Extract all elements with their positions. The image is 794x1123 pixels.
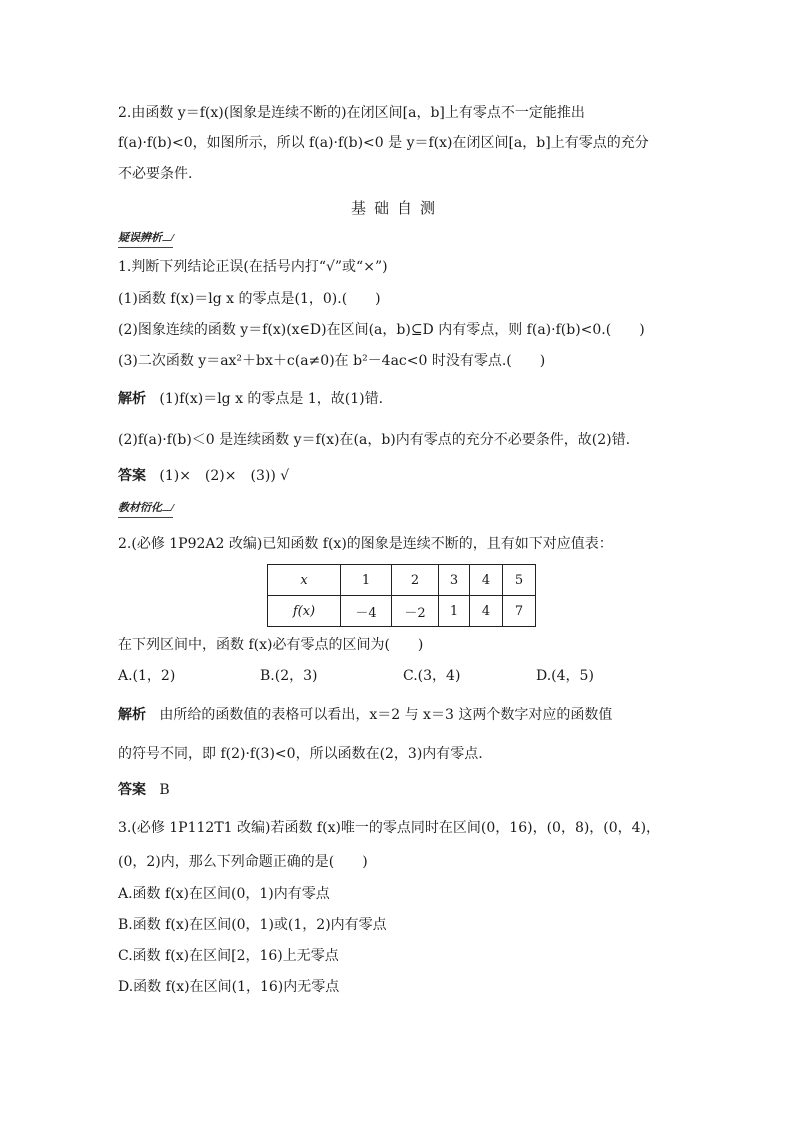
- section-tag-textbook: 教材衍化: [118, 499, 173, 518]
- table-cell: －2: [392, 596, 439, 627]
- table-cell: 4: [470, 596, 503, 627]
- analysis-text: 由所给的函数值的表格可以看出，x＝2 与 x＝3 这两个数字对应的函数值: [159, 707, 613, 723]
- intro-line-1: 2.由函数 y＝f(x)(图象是连续不断的)在闭区间[a，b]上有零点不一定能推出: [118, 105, 585, 121]
- question-1-item-1: (1)函数 f(x)＝lg x 的零点是(1，0).( ): [118, 291, 381, 307]
- question-3-option-b: B.函数 f(x)在区间(0，1)或(1，2)内有零点: [118, 917, 387, 933]
- question-2-option-b: B.(2，3): [260, 668, 318, 684]
- question-2-answer: [118, 780, 678, 800]
- question-2-prompt: 在下列区间中，函数 f(x)必有零点的区间为( ): [118, 637, 424, 653]
- question-1-analysis-line-2: (2)f(a)·f(b)＜0 是连续函数 y＝f(x)在(a，b)内有零点的充分不必要条件，故(2)错.: [118, 432, 631, 448]
- question-3-option-d: D.函数 f(x)在区间(1，16)内无零点: [118, 979, 340, 995]
- table-cell: 4: [470, 565, 503, 596]
- analysis-label: 解析: [118, 707, 146, 723]
- value-table: [267, 564, 536, 627]
- question-1-item-3: (3)二次函数 y＝ax²＋bx＋c(a≠0)在 b²－4ac<0 时没有零点.( ): [118, 353, 546, 369]
- question-2-analysis-line-1: [118, 705, 678, 725]
- answer-text: B: [159, 782, 170, 798]
- answer-label: 答案: [118, 782, 146, 798]
- table-row: [268, 596, 536, 627]
- question-2-analysis-line-2: 的符号不同，即 f(2)·f(3)<0，所以函数在(2，3)内有零点.: [118, 746, 483, 762]
- table-cell: 2: [392, 565, 439, 596]
- question-3-option-c: C.函数 f(x)在区间[2，16)上无零点: [118, 948, 339, 964]
- question-1-item-2: (2)图象连续的函数 y＝f(x)(x∈D)在区间(a，b)⊆D 内有零点，则 f(a)·f(b)<0.( ): [118, 322, 645, 338]
- table-cell: 1: [341, 565, 392, 596]
- question-2-option-a: A.(1，2): [118, 668, 176, 684]
- answer-label: 答案: [118, 468, 146, 484]
- intro-line-2: f(a)·f(b)<0，如图所示，所以 f(a)·f(b)<0 是 y＝f(x)在闭区间[a，b]上有零点的充分: [118, 135, 649, 151]
- table-cell: 3: [439, 565, 470, 596]
- analysis-text: (1)f(x)＝lg x 的零点是 1，故(1)错.: [159, 391, 384, 407]
- question-3-option-a: A.函数 f(x)在区间(0，1)内有零点: [118, 886, 330, 902]
- table-cell: 7: [503, 596, 536, 627]
- table-cell: x: [268, 565, 341, 596]
- table-cell: －4: [341, 596, 392, 627]
- answer-text: (1)× (2)× (3)) √: [159, 468, 290, 484]
- table-cell: 5: [503, 565, 536, 596]
- question-1-stem: 1.判断下列结论正误(在括号内打“√”或“×”): [118, 259, 388, 275]
- question-2-stem: 2.(必修 1P92A2 改编)已知函数 f(x)的图象是连续不断的，且有如下对应值表：: [118, 536, 613, 552]
- question-3-stem-line-1: 3.(必修 1P112T1 改编)若函数 f(x)唯一的零点同时在区间(0，16)，(0，8)，(0，4)，: [118, 820, 661, 836]
- section-tag-misconceptions: 疑误辨析: [118, 229, 173, 248]
- table-row: [268, 565, 536, 596]
- section-title: 基础自测: [350, 199, 443, 217]
- question-2-option-d: D.(4，5): [536, 668, 594, 684]
- table-cell: f(x): [268, 596, 341, 627]
- table-cell: 1: [439, 596, 470, 627]
- analysis-label: 解析: [118, 391, 146, 407]
- question-1-answer: [118, 466, 678, 486]
- question-3-stem-line-2: (0，2)内，那么下列命题正确的是( ): [118, 854, 368, 870]
- intro-line-3: 不必要条件.: [118, 166, 193, 182]
- question-1-analysis-line-1: [118, 389, 678, 409]
- question-2-option-c: C.(3，4): [403, 668, 461, 684]
